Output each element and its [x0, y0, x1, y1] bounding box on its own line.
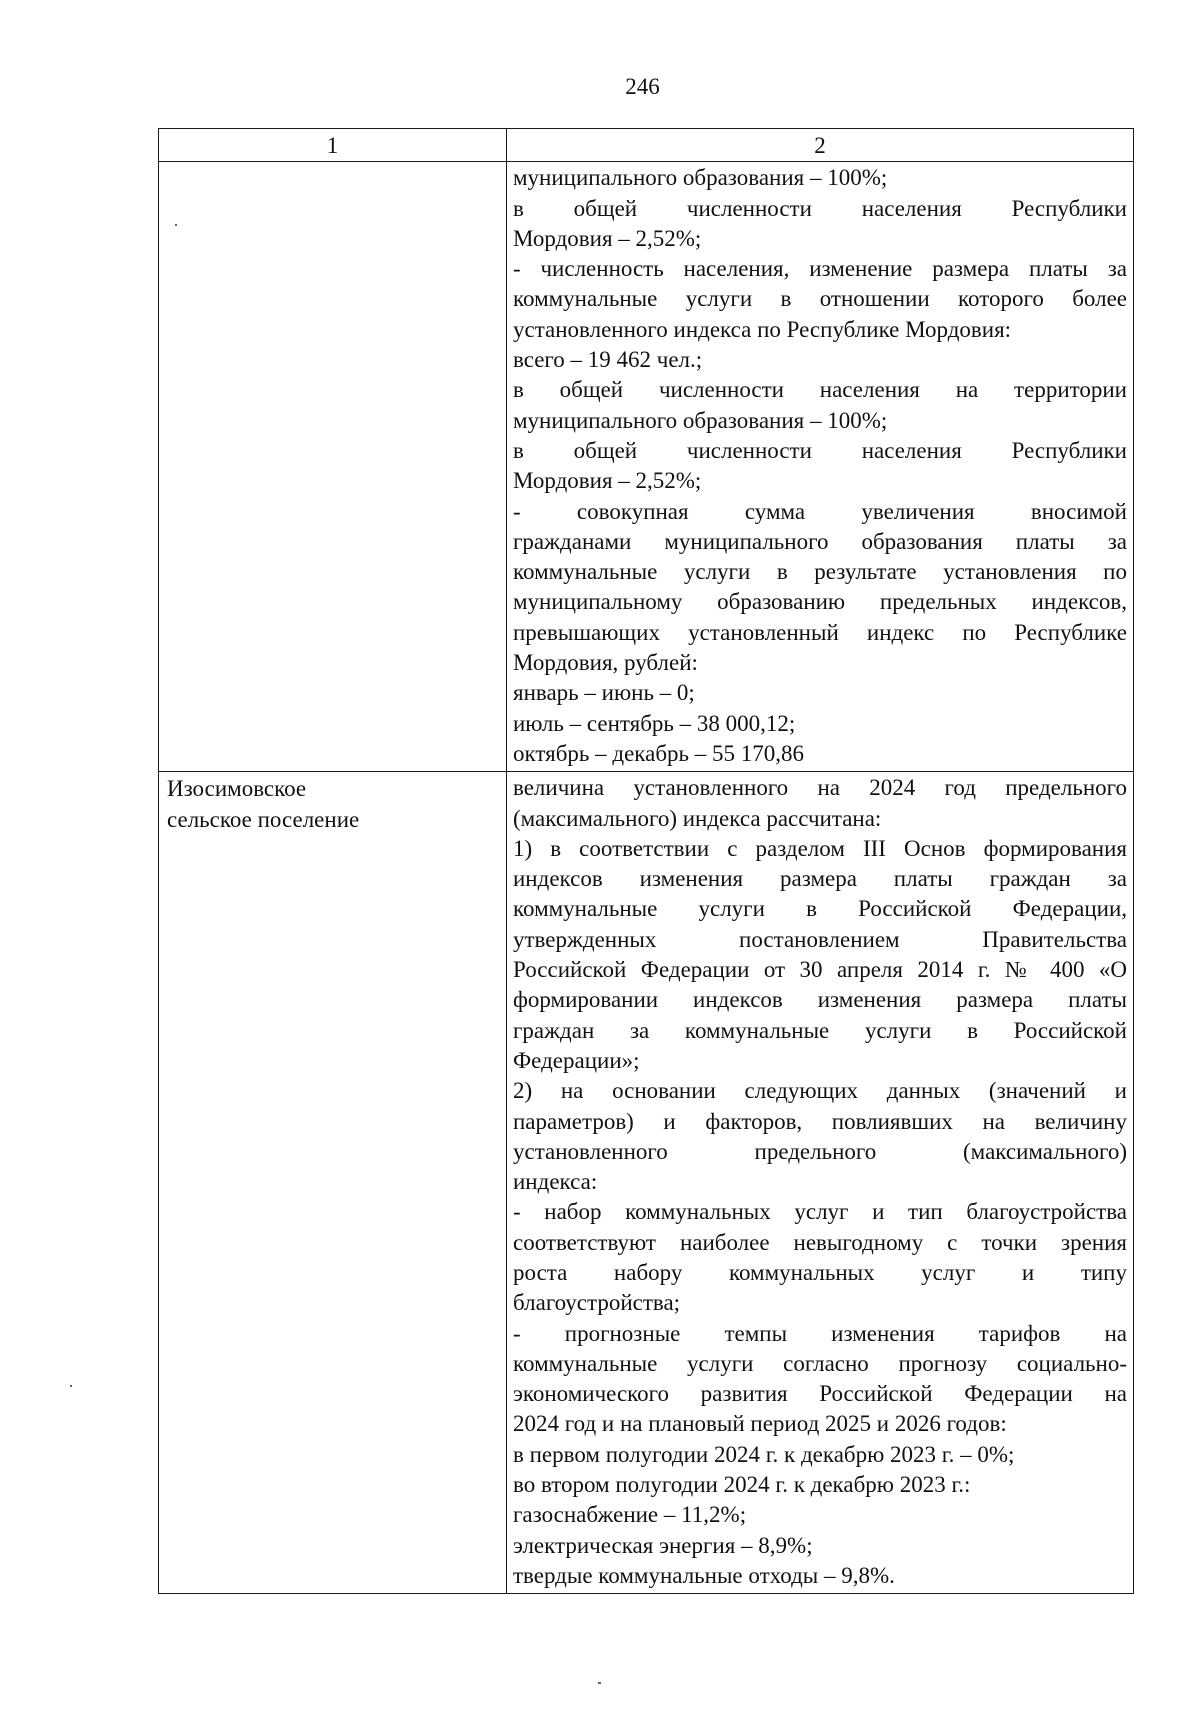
description-text-line: - численность населения, изменение размера платы за: [513, 256, 1127, 282]
description-text-line: во втором полугодии 2024 г. к декабрю 2023 г.:: [513, 1472, 971, 1498]
description-text-line: газоснабжение – 11,2%;: [513, 1502, 747, 1528]
document-table: [158, 128, 1134, 1594]
description-text-line: величина установленного на 2024 год предельного: [513, 775, 1127, 801]
index-description-cell: [507, 772, 1134, 1594]
table-body: [159, 162, 1134, 1594]
description-text-line: соответствуют наиболее невыгодному с точки зрения: [513, 1229, 1127, 1255]
description-text-line: индексов изменения размера платы граждан за: [513, 866, 1127, 892]
description-text-line: параметров) и факторов, повлиявших на величину: [513, 1108, 1127, 1134]
description-text-line: в общей численности населения Республики: [513, 195, 1127, 221]
description-text-line: Федерации»;: [513, 1047, 640, 1073]
municipality-name-cell: [159, 772, 507, 1594]
description-text-line: граждан за коммунальные услуги в Российской: [513, 1017, 1127, 1043]
index-description-cell: [507, 162, 1134, 772]
description-text-line: установленного индекса по Республике Мордовия:: [513, 316, 1012, 342]
description-text-line: - совокупная сумма увеличения вносимой: [513, 498, 1127, 524]
scan-speck: [70, 1385, 72, 1387]
description-text-line: июль – сентябрь – 38 000,12;: [513, 710, 796, 736]
description-text-line: Мордовия – 2,52%;: [513, 225, 702, 251]
table-header-row: [159, 129, 1134, 162]
scan-speck: [175, 224, 177, 226]
description-text-line: индекса:: [513, 1169, 598, 1195]
municipality-name-line: Изосимовское: [167, 776, 307, 802]
description-text-line: электрическая энергия – 8,9%;: [513, 1532, 813, 1558]
description-text-line: (максимального) индекса рассчитана:: [513, 805, 882, 831]
description-text-line: роста набору коммунальных услуг и типу: [513, 1259, 1127, 1285]
description-text-line: в первом полугодии 2024 г. к декабрю 2023 г. – 0%;: [513, 1441, 1015, 1467]
description-text-line: Мордовия – 2,52%;: [513, 468, 702, 494]
municipality-name-line: сельское поселение: [167, 806, 360, 832]
description-text-line: всего – 19 462 чел.;: [513, 347, 703, 373]
column-header-1: 1: [159, 129, 507, 162]
description-text-line: - набор коммунальных услуг и тип благоустройства: [513, 1199, 1127, 1225]
description-text-line: коммунальные услуги в отношении которого более: [513, 286, 1127, 312]
description-text-line: муниципальному образованию предельных индексов,: [513, 589, 1127, 615]
description-text-line: в общей численности населения Республики: [513, 437, 1127, 463]
description-text-line: Мордовия, рублей:: [513, 650, 698, 676]
description-text-line: 2) на основании следующих данных (значений и: [513, 1078, 1127, 1104]
description-text-line: экономического развития Российской Федерации на: [513, 1381, 1127, 1407]
description-text-line: гражданами муниципального образования платы за: [513, 528, 1127, 554]
table-row: [159, 772, 1134, 1594]
description-text-line: муниципального образования – 100%;: [513, 407, 888, 433]
description-text-line: утвержденных постановлением Правительства: [513, 926, 1127, 952]
municipality-name-cell: [159, 162, 507, 772]
column-header-2: 2: [507, 129, 1134, 162]
description-text-line: формировании индексов изменения размера платы: [513, 987, 1127, 1013]
page-number: 246: [625, 74, 660, 99]
description-text-line: коммунальные услуги согласно прогнозу социально-: [513, 1350, 1127, 1376]
description-text-line: - прогнозные темпы изменения тарифов на: [513, 1320, 1127, 1346]
description-text-line: 1) в соответствии с разделом III Основ формирования: [513, 835, 1127, 861]
description-text-line: коммунальные услуги в результате установления по: [513, 559, 1127, 585]
description-text-line: превышающих установленный индекс по Республике: [513, 619, 1127, 645]
description-text-line: в общей численности населения на территории: [513, 377, 1127, 403]
description-text-line: октябрь – декабрь – 55 170,86: [513, 740, 805, 766]
description-text-line: муниципального образования – 100%;: [513, 165, 888, 191]
description-text-line: установленного предельного (максимального): [513, 1138, 1127, 1164]
description-text-line: коммунальные услуги в Российской Федерации,: [513, 896, 1127, 922]
scan-speck: [598, 1682, 601, 1684]
description-text-line: твердые коммунальные отходы – 9,8%.: [513, 1562, 895, 1588]
description-text-line: 2024 год и на плановый период 2025 и 2026 годов:: [513, 1411, 1007, 1437]
description-text-line: благоустройства;: [513, 1290, 681, 1316]
description-text-line: январь – июнь – 0;: [513, 680, 695, 706]
description-text-line: Российской Федерации от 30 апреля 2014 г. № 400 «О: [513, 957, 1127, 983]
table-row: [159, 162, 1134, 772]
